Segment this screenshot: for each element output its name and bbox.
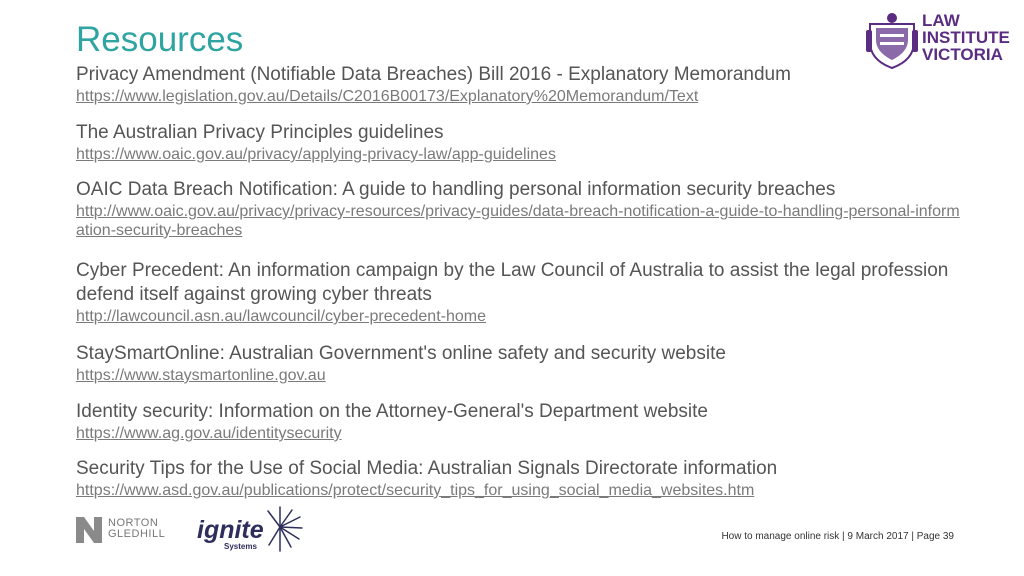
resource-item	[76, 121, 556, 164]
resource-item	[76, 259, 966, 326]
logo-line: VICTORIA	[922, 45, 1003, 64]
resource-link[interactable]: https://www.ag.gov.au/identitysecurity	[76, 425, 342, 442]
resource-link[interactable]: https://www.asd.gov.au/publications/protect/security_tips_for_using_social_media_websites.htm	[76, 482, 755, 499]
resource-item	[76, 400, 708, 443]
slide-footer: How to manage online risk | 9 March 2017 | Page 39	[721, 531, 954, 542]
logo-line: NORTON	[108, 517, 159, 529]
resource-item	[76, 63, 791, 106]
resource-link[interactable]: https://www.staysmartonline.gov.au	[76, 367, 326, 384]
logo-line: INSTITUTE	[922, 28, 1010, 47]
resource-title: OAIC Data Breach Notification: A guide to handling personal information security breaches	[76, 179, 836, 200]
resource-title: Cyber Precedent: An information campaign by the Law Council of Australia to assist the legal profession defend itself against growing cyber threats	[76, 260, 949, 305]
resource-item	[76, 342, 726, 385]
resource-link[interactable]: https://www.oaic.gov.au/privacy/applying-privacy-law/app-guidelines	[76, 146, 556, 163]
law-institute-victoria-logo	[922, 12, 1010, 63]
resource-item	[76, 457, 777, 500]
resource-title: Identity security: Information on the Attorney-General's Department website	[76, 401, 708, 422]
resource-link[interactable]: http://lawcouncil.asn.au/lawcouncil/cyber-precedent-home	[76, 308, 486, 325]
norton-gledhill-logo	[108, 518, 165, 540]
resource-title: Security Tips for the Use of Social Media: Australian Signals Directorate information	[76, 458, 778, 479]
ignite-logo-subtitle: Systems	[224, 542, 257, 551]
resource-link[interactable]: http://www.oaic.gov.au/privacy/privacy-resources/privacy-guides/data-breach-notification-a-guide-to-handling-personal-information-security-breaches	[76, 203, 960, 239]
resource-title: Privacy Amendment (Notifiable Data Breaches) Bill 2016 - Explanatory Memorandum	[76, 64, 791, 85]
resource-title: The Australian Privacy Principles guidelines	[76, 122, 444, 143]
slide-title: Resources	[76, 20, 244, 59]
logo-line: LAW	[922, 11, 960, 30]
ignite-logo-word: ignite	[197, 516, 264, 544]
resource-item	[76, 178, 966, 240]
resource-link[interactable]: https://www.legislation.gov.au/Details/C2016B00173/Explanatory%20Memorandum/Text	[76, 88, 699, 105]
logo-line: GLEDHILL	[108, 528, 166, 540]
resource-title: StaySmartOnline: Australian Government's online safety and security website	[76, 343, 726, 364]
